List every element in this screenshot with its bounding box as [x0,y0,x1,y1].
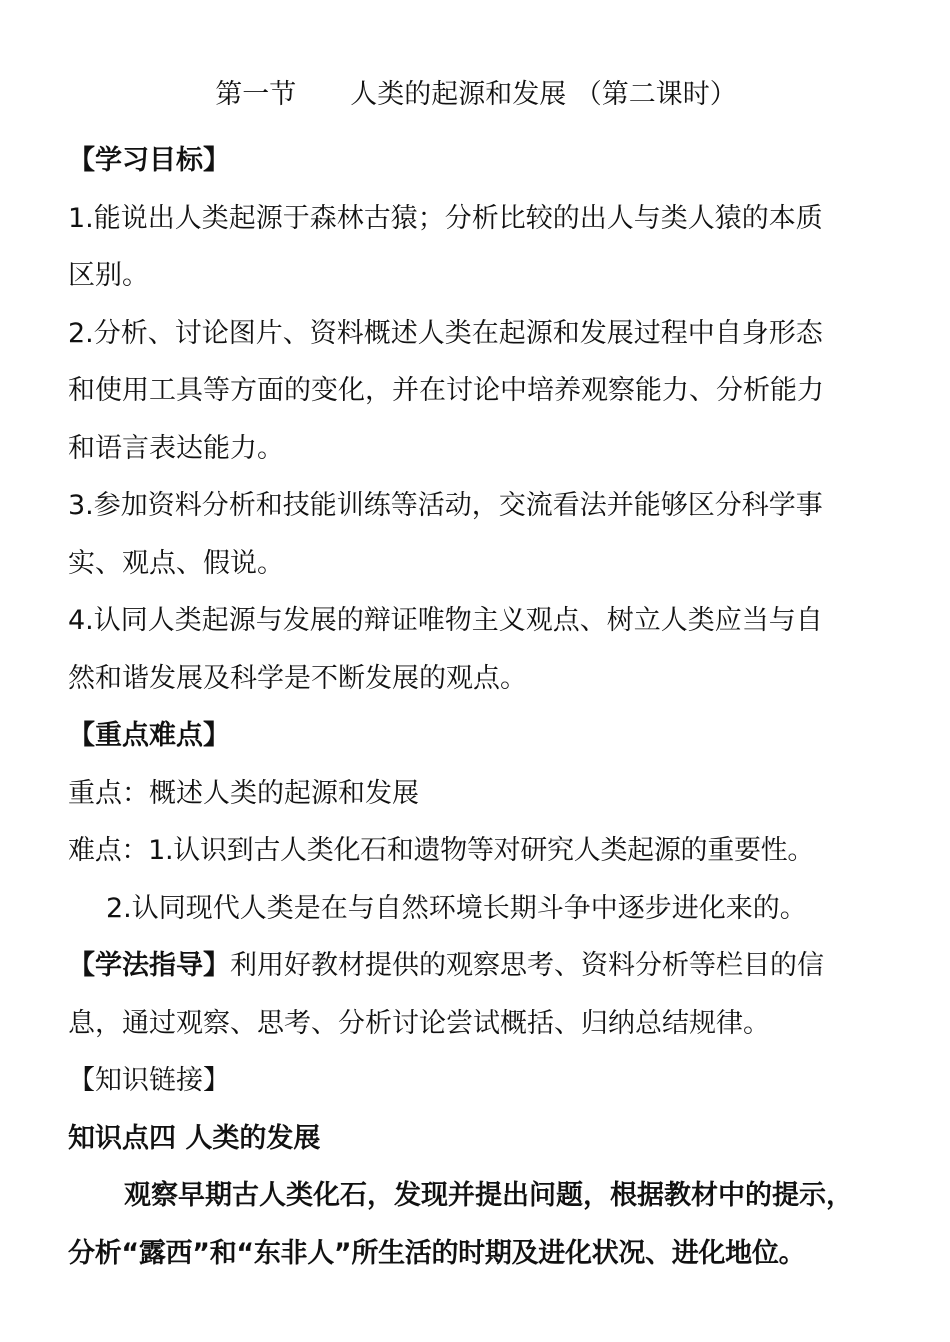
method-text-line-1: 利用好教材提供的观察思考、资料分析等栏目的信 [230,950,824,981]
objective-4-line-2: 然和谐发展及科学是不断发展的观点。 [68,662,527,694]
method-heading: 【学法指导】 [68,950,230,981]
key-points-heading: 【重点难点】 [68,720,230,751]
method-line-1 [68,937,890,995]
observe-line-1: 观察早期古人类化石，发现并提出问题，根据教材中的提示， [124,1180,853,1211]
difficulty-1-text: 难点：1.认识到古人类化石和遗物等对研究人类起源的重要性。 [68,835,815,866]
objective-3-line-2: 实、观点、假说。 [68,547,284,579]
page-title: 第一节 人类的起源和发展 （第二课时） [215,79,737,110]
objectives-heading: 【学习目标】 [68,145,230,176]
objective-2-line-2: 和使用工具等方面的变化，并在讨论中培养观察能力、分析能力 [68,375,824,406]
objective-3-line-1: 3.参加资料分析和技能训练等活动，交流看法并能够区分科学事 [68,490,823,521]
objective-4-line-1: 4.认同人类起源与发展的辩证唯物主义观点、树立人类应当与自 [68,605,823,636]
method-text-line-2: 息，通过观察、思考、分析讨论尝试概括、归纳总结规律。 [68,1007,770,1039]
observe-line-2: 分析“露西”和“东非人”所生活的时期及进化状况、进化地位。 [68,1237,806,1269]
objective-2-line-3: 和语言表达能力。 [68,432,284,464]
objective-1-line-2: 区别。 [68,260,149,291]
objective-2-line-1: 2.分析、讨论图片、资料概述人类在起源和发展过程中自身形态 [68,317,823,349]
objective-1-line-1: 1.能说出人类起源于森林古猿；分析比较的出人与类人猿的本质 [68,202,823,234]
key-point-text: 重点：概述人类的起源和发展 [68,777,419,809]
difficulty-2-text: 2.认同现代人类是在与自然环境长期斗争中逐步进化来的。 [106,892,807,924]
knowledge-link-heading: 【知识链接】 [68,1065,230,1096]
knowledge-point-4-heading: 知识点四 人类的发展 [68,1122,321,1154]
